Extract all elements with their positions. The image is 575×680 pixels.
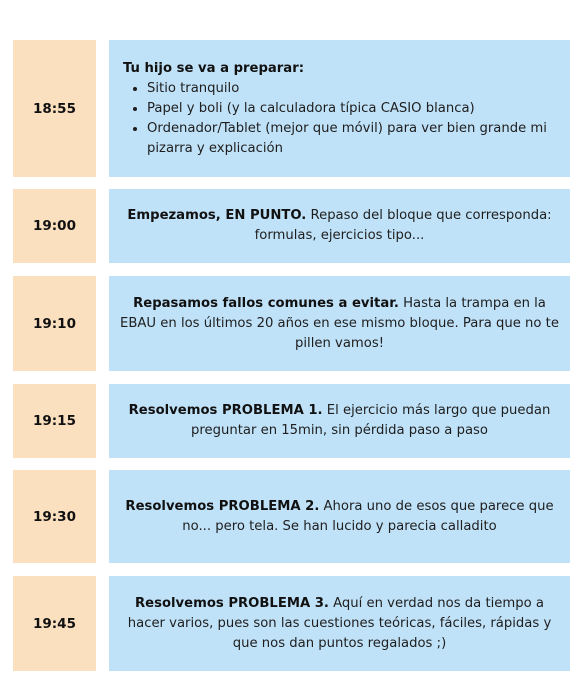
row-text: Aquí en verdad nos da tiempo a hacer varios, pues son las cuestiones teóricas, fáciles, rápidas y que nos dan puntos regalados ;) bbox=[127, 595, 552, 651]
row-heading: Resolvemos PROBLEMA 2. bbox=[125, 498, 320, 514]
time-cell: 19:15 bbox=[13, 384, 96, 458]
description-cell bbox=[109, 40, 570, 177]
schedule-row bbox=[13, 276, 570, 371]
bullet-list bbox=[123, 79, 558, 159]
row-heading: Empezamos, EN PUNTO. bbox=[127, 208, 307, 223]
time-cell: 19:45 bbox=[13, 576, 96, 671]
row-text: Hasta la trampa en la EBAU en los últimos 20 años en ese mismo bloque. Para que no te pillen vamos! bbox=[120, 295, 559, 351]
row-text: Repaso del bloque que corresponda: formulas, ejercicios tipo... bbox=[254, 208, 552, 243]
schedule-row bbox=[13, 40, 570, 177]
row-heading: Repasamos fallos comunes a evitar. bbox=[133, 295, 399, 311]
row-heading: Resolvemos PROBLEMA 1. bbox=[128, 403, 323, 418]
time-cell: 19:00 bbox=[13, 189, 96, 263]
row-text: El ejercicio más largo que puedan preguntar en 15min, sin pérdida paso a paso bbox=[191, 403, 551, 438]
list-item: • Papel y boli (y la calculadora típica CASIO blanca) bbox=[147, 99, 558, 119]
time-cell: 19:10 bbox=[13, 276, 96, 371]
row-text: Ahora uno de esos que parece que no... pero tela. Se han lucido y parecia calladito bbox=[182, 498, 554, 534]
time-cell: 18:55 bbox=[13, 40, 96, 177]
schedule-row bbox=[13, 384, 570, 458]
description-cell bbox=[109, 276, 570, 371]
schedule-row bbox=[13, 576, 570, 671]
row-heading: Resolvemos PROBLEMA 3. bbox=[135, 595, 329, 611]
row-heading: Tu hijo se va a preparar: bbox=[123, 60, 304, 76]
list-item: • Sitio tranquilo bbox=[147, 79, 558, 99]
list-item: • Ordenador/Tablet (mejor que móvil) para ver bien grande mi pizarra y explicación bbox=[147, 119, 558, 159]
description-cell bbox=[109, 189, 570, 263]
description-cell bbox=[109, 384, 570, 458]
description-cell bbox=[109, 470, 570, 563]
schedule-row bbox=[13, 189, 570, 263]
time-cell: 19:30 bbox=[13, 470, 96, 563]
schedule-row bbox=[13, 470, 570, 563]
description-cell bbox=[109, 576, 570, 671]
